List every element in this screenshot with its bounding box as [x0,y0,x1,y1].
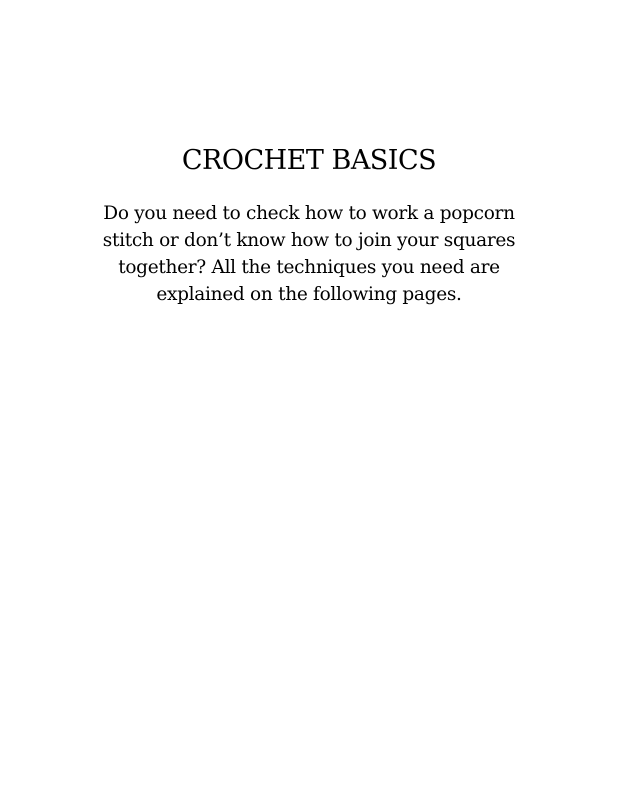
page-title: CROCHET BASICS [181,145,437,176]
intro-paragraph [70,200,548,308]
intro-line-4: explained on the following pages. [156,284,462,305]
intro-line-1: Do you need to check how to work a popcorn [103,203,515,224]
intro-line-3: together? All the techniques you need are [118,257,500,278]
intro-line-2: stitch or don’t know how to join your squares [102,230,516,251]
